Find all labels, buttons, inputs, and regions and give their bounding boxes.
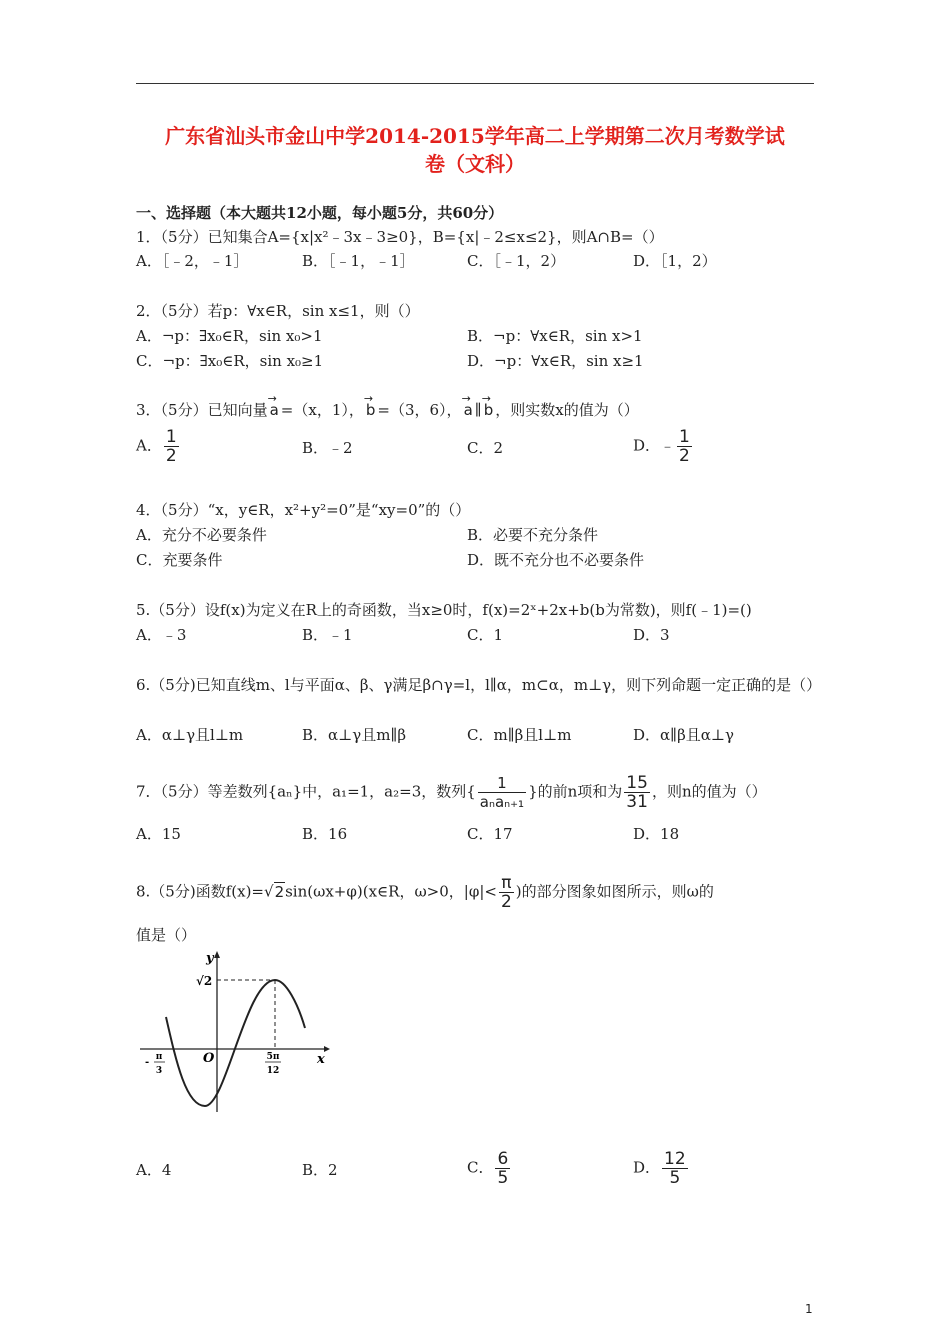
vector-a-2: → a (461, 392, 473, 419)
q6-option-a: A．α⊥γ且l⊥m (136, 726, 244, 744)
question-4-stem: 4．（5分）“x，y∈R，x²+y²=0”是“xy=0”的（） (136, 501, 471, 519)
x-axis-arrow (324, 1046, 330, 1052)
q3-option-c: C．2 (467, 439, 504, 457)
x-axis-label: x (317, 1052, 325, 1067)
fraction-reciprocal-product: $\frac{1}{\text{aₙaₙ₊₁}}$ (479, 774, 525, 811)
q6-option-c: C．m∥β且l⊥m (467, 726, 572, 744)
question-6-stem: 6.（5分)已知直线m、l与平面α、β、γ满足β∩γ=l，l∥α，m⊂α，m⊥γ，则下列命题一定正确的是（） (136, 676, 822, 694)
vector-b: → b (363, 392, 376, 419)
fraction-6-5: $\frac{6}{5}$ (497, 1149, 509, 1188)
left-tick-numerator: π (155, 1052, 163, 1062)
title-line-2: 卷（文科） (425, 152, 525, 176)
q3-pre: 3．（5分）已知向量 (136, 401, 268, 419)
q6-option-b: B．α⊥γ且m∥β (302, 726, 407, 744)
q4-option-b: B．必要不充分条件 (467, 526, 599, 544)
q8-option-d: D． $\frac{12}{5}$ (633, 1149, 686, 1188)
fraction-one-half: $\frac{1}{2}$ (679, 427, 690, 466)
q2-option-c: C．¬p：∃x₀∈R，sin x₀≥1 (136, 352, 324, 370)
q2-option-d: D．¬p：∀x∈R，sin x≥1 (467, 352, 644, 370)
vector-a: → a (267, 392, 279, 419)
q5-option-b: B．﹣1 (302, 626, 353, 644)
q5-option-c: C．1 (467, 626, 504, 644)
q3-post: ，则实数x的值为（） (495, 401, 639, 419)
question-7-stem: 7．（5分）等差数列{aₙ}中，a₁=1，a₂=3，数列{ $\frac{1}{\text{aₙaₙ₊₁}}$ }的前n项和为 $\frac{15}{31}$ ，则n的值为（） (136, 773, 767, 812)
sine-graph-figure (136, 946, 336, 1116)
q8-option-c: C． $\frac{6}{5}$ (467, 1149, 509, 1188)
page-number: 1 (805, 1302, 813, 1316)
y-axis-arrow (214, 951, 220, 958)
q4-option-a: A．充分不必要条件 (136, 526, 267, 544)
fraction-pi-over-2: $\frac{\pi}{2}$ (500, 873, 512, 912)
q4-option-c: C．充要条件 (136, 551, 223, 569)
question-3-stem (136, 392, 816, 420)
question-8-stem-line2: 值是（） (136, 926, 197, 944)
sqrt2-label: √2 (196, 974, 213, 988)
q8-option-a: A．4 (136, 1161, 172, 1179)
q7-option-a: A．15 (136, 825, 181, 843)
left-tick-denominator: 3 (155, 1066, 163, 1076)
q7-option-d: D．18 (633, 825, 680, 843)
right-tick-denominator: 12 (266, 1066, 280, 1076)
q3-mid2: =（3，6）， (377, 401, 462, 419)
header-rule (136, 83, 814, 84)
section-heading: 一、选择题（本大题共12小题，每小题5分，共60分） (136, 204, 504, 222)
question-2-stem: 2．（5分）若p：∀x∈R，sin x≤1，则（） (136, 302, 420, 320)
q5-option-a: A．﹣3 (136, 626, 187, 644)
page-title (136, 122, 814, 178)
q6-option-d: D．α∥β且α⊥γ (633, 726, 734, 744)
q1-option-b: B．［﹣1，﹣1］ (302, 252, 415, 270)
q4-option-d: D．既不充分也不必要条件 (467, 551, 645, 569)
title-line-1: 广东省汕头市金山中学2014-2015学年高二上学期第二次月考数学试 (165, 124, 785, 148)
q2-option-b: B．¬p：∀x∈R，sin x>1 (467, 327, 643, 345)
q2-option-a: A．¬p：∃x₀∈R，sin x₀>1 (136, 327, 323, 345)
q7-option-c: C．17 (467, 825, 513, 843)
q1-option-c: C．［﹣1，2） (467, 252, 566, 270)
fraction-one-half: $\frac{1}{2}$ (165, 427, 177, 466)
y-axis-label: y (206, 951, 214, 966)
question-8-stem: 8.（5分)函数f(x)=√2sin(ωx+φ)(x∈R，ω>0，|φ|< $\frac{\pi}{2}$ )的部分图象如图所示，则ω的 (136, 873, 714, 912)
q8-option-b: B．2 (302, 1161, 338, 1179)
q3-option-d: D．﹣ $\frac{1}{2}$ (633, 427, 690, 466)
q1-option-a: A．［﹣2，﹣1］ (136, 252, 249, 270)
q5-option-d: D．3 (633, 626, 670, 644)
q3-mid1: =（x，1）， (280, 401, 364, 419)
right-tick-numerator: 5π (266, 1052, 280, 1062)
sine-curve (166, 980, 305, 1106)
vector-b-2: → b (481, 392, 494, 419)
left-tick-sign: - (145, 1057, 150, 1068)
fraction-12-5: $\frac{12}{5}$ (664, 1149, 686, 1188)
q3-option-b: B．﹣2 (302, 439, 353, 457)
sqrt-expression: √2 (264, 882, 285, 901)
question-1-stem: 1．（5分）已知集合A={x|x²﹣3x﹣3≥0}，B={x|﹣2≤x≤2}，则A∩B=（） (136, 228, 664, 246)
question-5-stem: 5.（5分）设f(x)为定义在R上的奇函数，当x≥0时，f(x)=2ˣ+2x+b(b为常数)，则f(﹣1)=() (136, 601, 752, 619)
q7-option-b: B．16 (302, 825, 348, 843)
q3-option-a: A． $\frac{1}{2}$ (136, 427, 177, 466)
q1-option-d: D．［1，2） (633, 252, 717, 270)
origin-label: O (203, 1051, 215, 1066)
fraction-15-31: $\frac{15}{31}$ (626, 773, 648, 812)
parallel-symbol: ∥ (474, 401, 482, 419)
